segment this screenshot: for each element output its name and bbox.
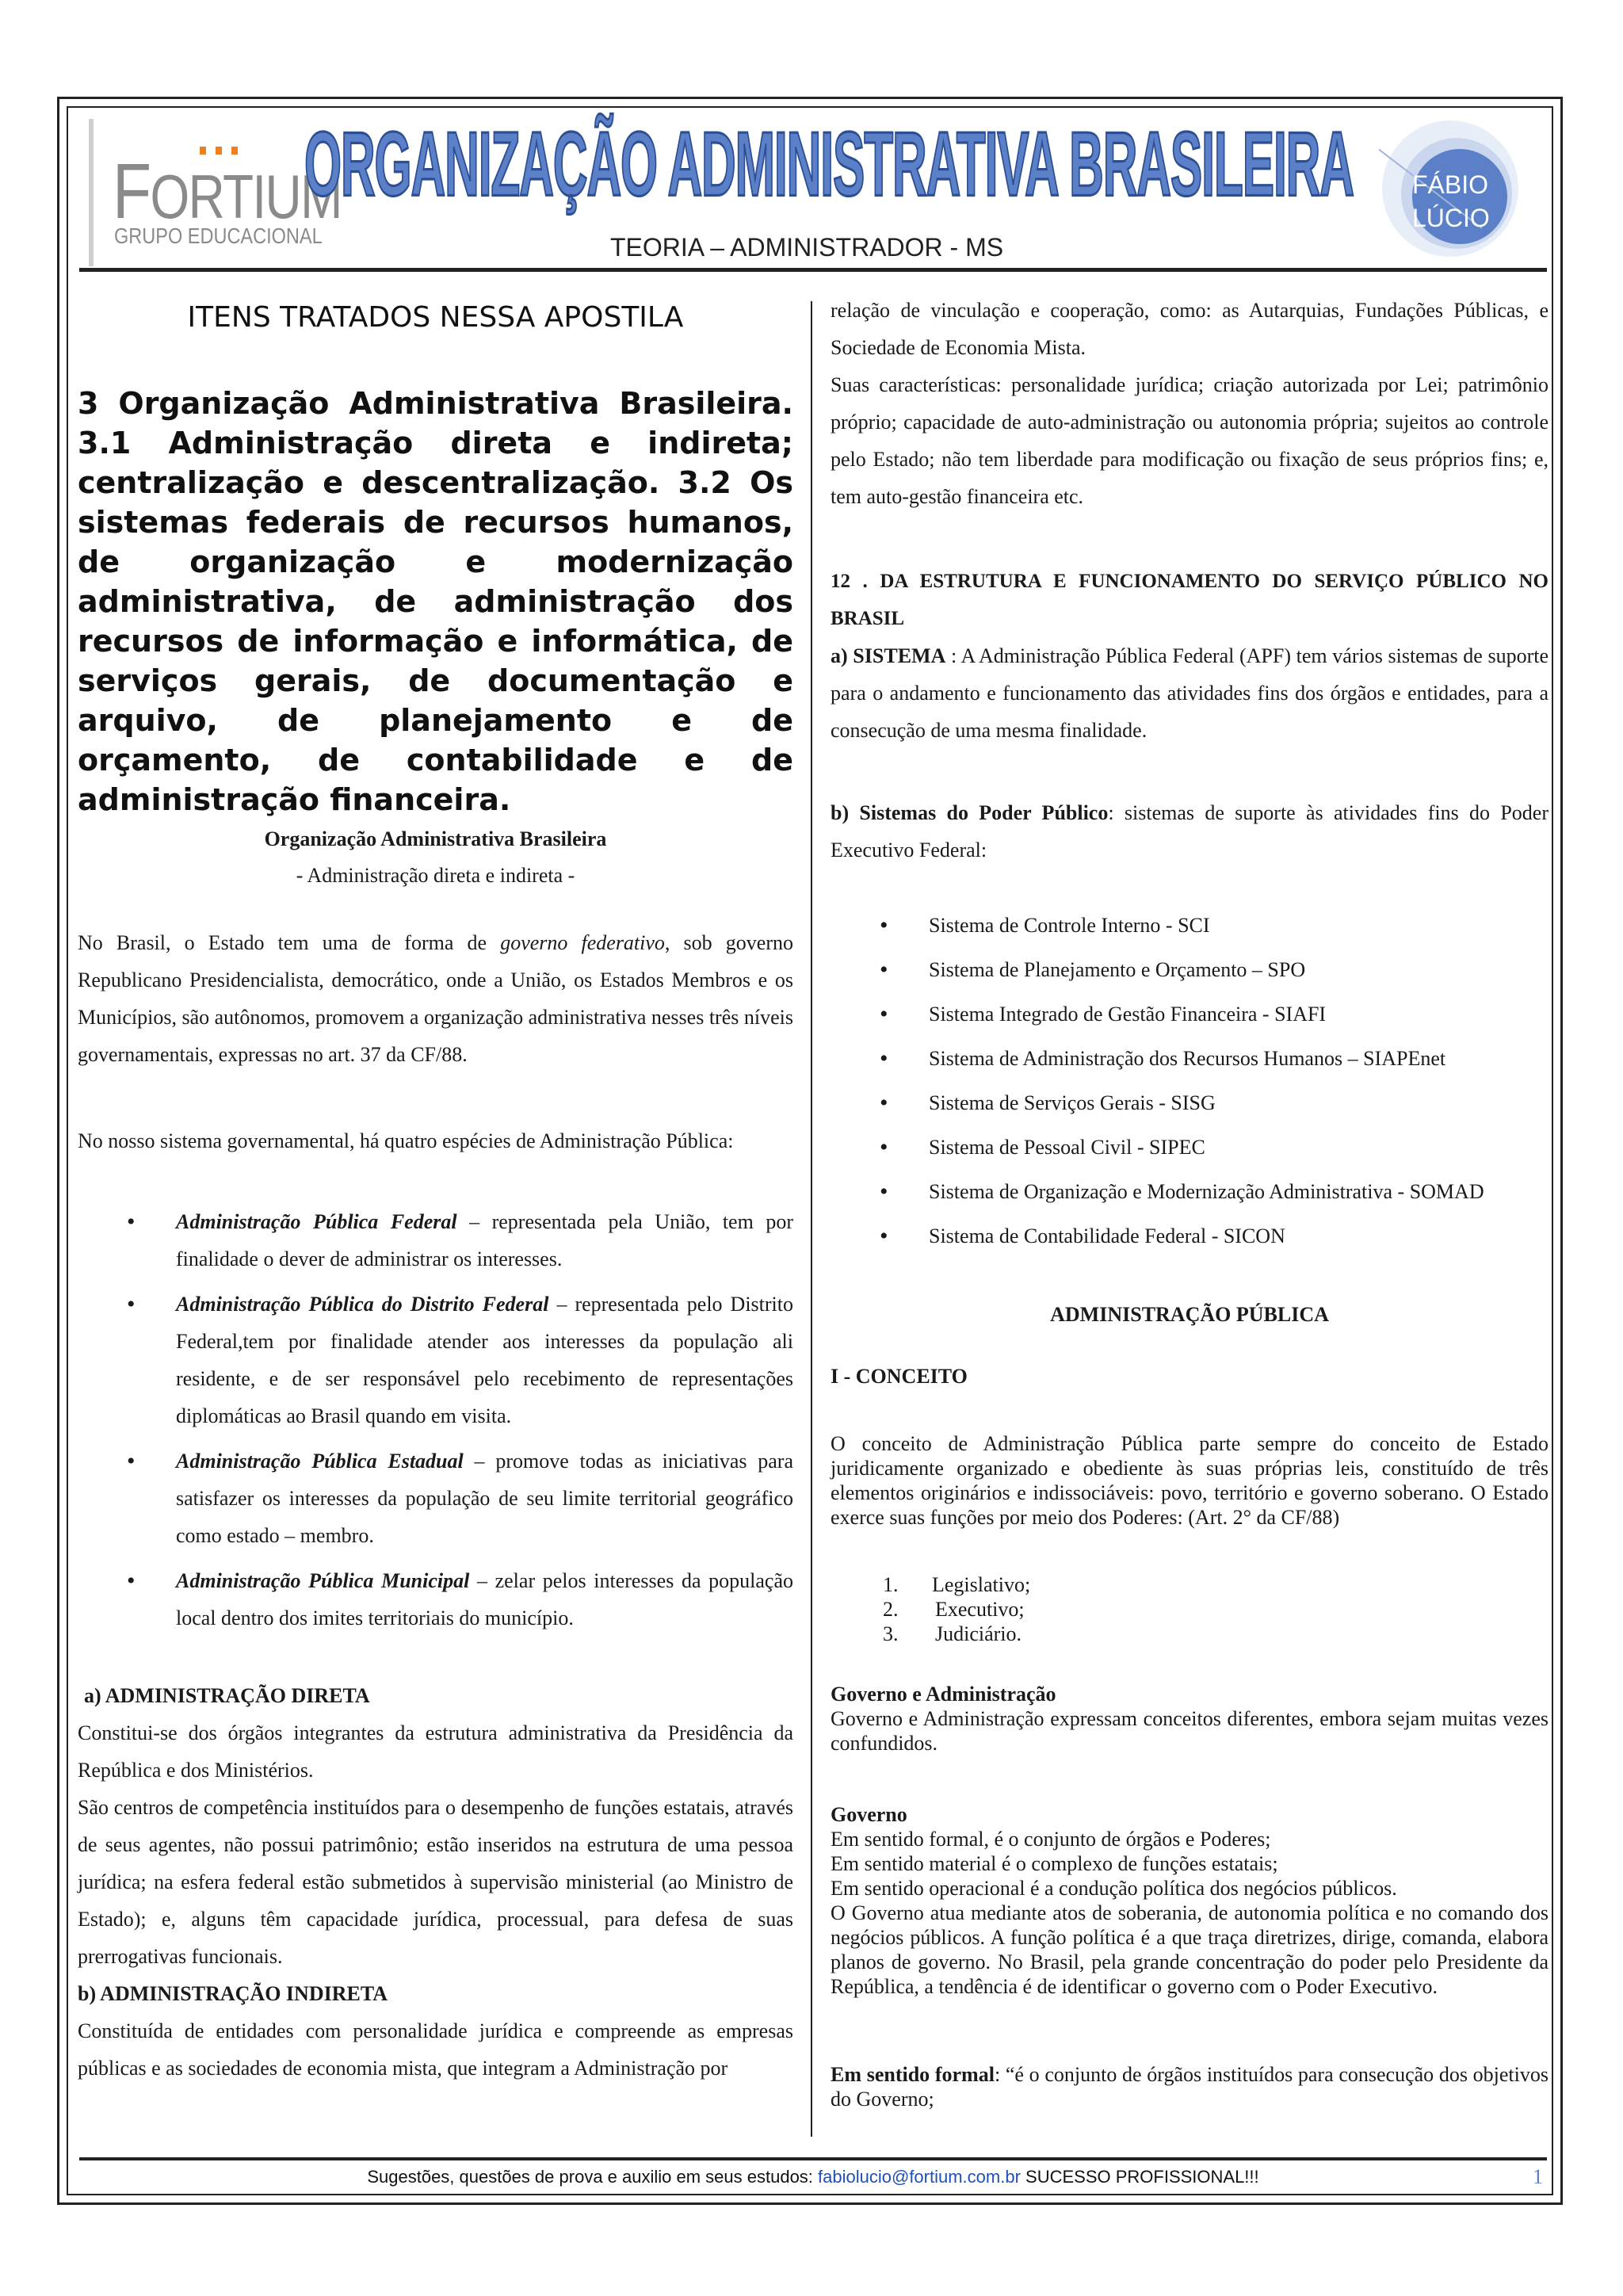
government-block [831,1802,1549,1999]
list-item: • Administração Pública Municipal – zelar pelos interesses da população local dentro dos imites territoriais do município. [127,1568,793,1629]
administration-species-list [78,1203,793,1637]
list-item: • Sistema de Pessoal Civil - SIPEC [880,1134,1205,1160]
list-item: 3. Judiciário. [883,1622,1022,1645]
section-subtitle: - Administração direta e indireta - [296,864,575,887]
government-line: Em sentido formal, é o conjunto de órgãos e Poderes; [831,1828,1271,1851]
logo-wordmark: FORTIUM [113,147,342,235]
government-paragraph: O Governo atua mediante atos de soberania, de autonomia política e no comando dos negócios públicos. A função política é a que traça diretrizes, dirige, comanda, elabora planos de governo. No Brasil, pela grande concentração do poder pelo Presidente da República, a tendência é de identificar o governo com o Poder Executivo. [831,1901,1549,1998]
concept-paragraph: O conceito de Administração Pública parte sempre do conceito de Estado juridicamente organizado e obediente às suas próprias leis, constituído de três elementos originários e indissociáveis: povo, território e governo soberano. O Estado exerce suas funções por meio dos Poderes: (Art. 2° da CF/88) [831,1432,1549,1529]
list-item: • Sistema de Planejamento e Orçamento – SPO [880,957,1306,983]
concept-heading: I - CONCEITO [831,1365,968,1388]
header-divider [79,268,1547,272]
direct-administration-p1: Constitui-se dos órgãos integrantes da estrutura administrativa da Presidência da República e dos Ministérios. [78,1721,793,1782]
list-item: • Administração Pública Federal – representada pela União, tem por finalidade o dever de administrar os interesses. [127,1209,793,1270]
list-item: • Sistema de Contabilidade Federal - SICON [880,1223,1285,1249]
list-item: • Administração Pública do Distrito Federal – representada pelo Distrito Federal,tem por finalidade atender aos interesses da população ali residente, e de ser responsável pelo recebimento de representações diplomáticas ao Brasil quando em visita. [127,1291,793,1427]
indirect-continuation: relação de vinculação e cooperação, como: as Autarquias, Fundações Públicas, e Sociedade de Economia Mista. [831,299,1549,359]
powers-list [883,1572,1030,1646]
intro-paragraph: No Brasil, o Estado tem uma de forma de governo federativo, sob governo Republicano Presidencialista, democrático, onde a União, os Estados Membros e os Municípios, são autônomos, promovem a organização administrativa nesses três níveis governamentais, expressas no art. 37 da CF/88. [78,931,793,1066]
page-footer: Sugestões, questões de prova e auxilio em seus estudos: fabiolucio@fortium.com.br SUCESSO PROFISSIONAL!!! [367,2167,1259,2187]
list-item: 2. Executivo; [883,1598,1025,1621]
items-heading: ITENS TRATADOS NESSA APOSTILA [187,301,684,334]
list-item: • Sistema Integrado de Gestão Financeira - SIAFI [880,1001,1327,1027]
government-administration-block [831,1682,1549,1755]
government-heading: Governo [831,1803,907,1826]
formal-sense-paragraph: Em sentido formal: “é o conjunto de órgãos instituídos para consecução dos objetivos do Governo; [831,2063,1549,2111]
public-administration-heading: ADMINISTRAÇÃO PÚBLICA [1050,1303,1329,1326]
direct-administration-heading: a) ADMINISTRAÇÃO DIRETA [84,1684,370,1707]
sistema-paragraph: a) SISTEMA : A Administração Pública Federal (APF) tem vários sistemas de suporte para o andamento e funcionamento das atividades fins dos órgãos e entidades, para a consecução de uma mesma finalidade. [831,644,1549,742]
page-number: 1 [1533,2165,1543,2188]
list-item: • Administração Pública Estadual – promove todas as iniciativas para satisfazer os interesses da população de seu limite territorial geográfico como estado – membro. [127,1448,794,1547]
government-administration-paragraph: Governo e Administração expressam conceitos diferentes, embora sejam muitas vezes confundidos. [831,1707,1549,1755]
logo-subtitle: GRUPO EDUCACIONAL [114,223,323,248]
characteristics-paragraph: Suas características: personalidade jurídica; criação autorizada por Lei; patrimônio próprio; capacidade de auto-administração ou autonomia própria; sujeitos ao controle pelo Estado; não tem liberdade para modificação ou fixação de seus próprios fins; e, tem auto-gestão financeira etc. [831,373,1549,508]
footer-divider [79,2157,1547,2160]
items-summary: 3 Organização Administrativa Brasileira. 3.1 Administração direta e indireta; centralização e descentralização. 3.2 Os sistemas federais de recursos humanos, de organização e modernização administrativa, de administração dos recursos de informação e informática, de serviços gerais, de documentação e arquivo, de planejamento e de orçamento, de contabilidade e de administração financeira. [78,386,793,817]
list-item: • Sistema de Administração dos Recursos Humanos – SIAPEnet [880,1045,1446,1072]
systems-list [831,904,1549,1259]
section-12-heading: 12 . DA ESTRUTURA E FUNCIONAMENTO DO SERVIÇO PÚBLICO NO BRASIL [831,571,1549,629]
footer-email-link[interactable]: fabiolucio@fortium.com.br [818,2167,1021,2187]
government-line: Em sentido operacional é a condução política dos negócios públicos. [831,1877,1397,1900]
author-name: FÁBIO LÚCIO [1412,170,1490,232]
direct-administration-section [78,1677,793,2087]
government-line: Em sentido material é o complexo de funções estatais; [831,1852,1278,1875]
indirect-administration-p1: Constituída de entidades com personalidade jurídica e compreende as empresas públicas e as sociedades de economia mista, que integram a Administração por [78,2019,793,2080]
document-title: ORGANIZAÇÃO ADMINISTRATIVA BRASILEIRA [304,113,1354,216]
section-title: Organização Administrativa Brasileira [264,827,607,850]
document-subtitle: TEORIA – ADMINISTRADOR - MS [610,233,1004,262]
list-item: 1. Legislativo; [883,1573,1031,1596]
indirect-administration-heading: b) ADMINISTRAÇÃO INDIRETA [78,1982,388,2005]
species-paragraph: No nosso sistema governamental, há quatro espécies de Administração Pública: [78,1129,734,1152]
column-divider [811,301,812,2137]
fortium-logo [89,119,342,266]
logo-bar [89,119,94,266]
list-item: • Sistema de Organização e Modernização Administrativa - SOMAD [880,1179,1484,1205]
government-administration-heading: Governo e Administração [831,1683,1056,1706]
list-item: • Sistema de Controle Interno - SCI [880,912,1210,938]
direct-administration-p2: São centros de competência instituídos para o desempenho de funções estatais, através de seus agentes, não possui patrimônio; estão inseridos na estrutura de uma pessoa jurídica; na esfera federal estão submetidos à supervisão ministerial (ao Ministro de Estado); e, alguns têm capacidade jurídica, processual, para defesa de suas prerrogativas funcionais. [78,1796,793,1968]
poder-publico-paragraph: b) Sistemas do Poder Público: sistemas de suporte às atividades fins do Poder Executivo Federal: [831,801,1549,861]
list-item: • Sistema de Serviços Gerais - SISG [880,1090,1216,1116]
